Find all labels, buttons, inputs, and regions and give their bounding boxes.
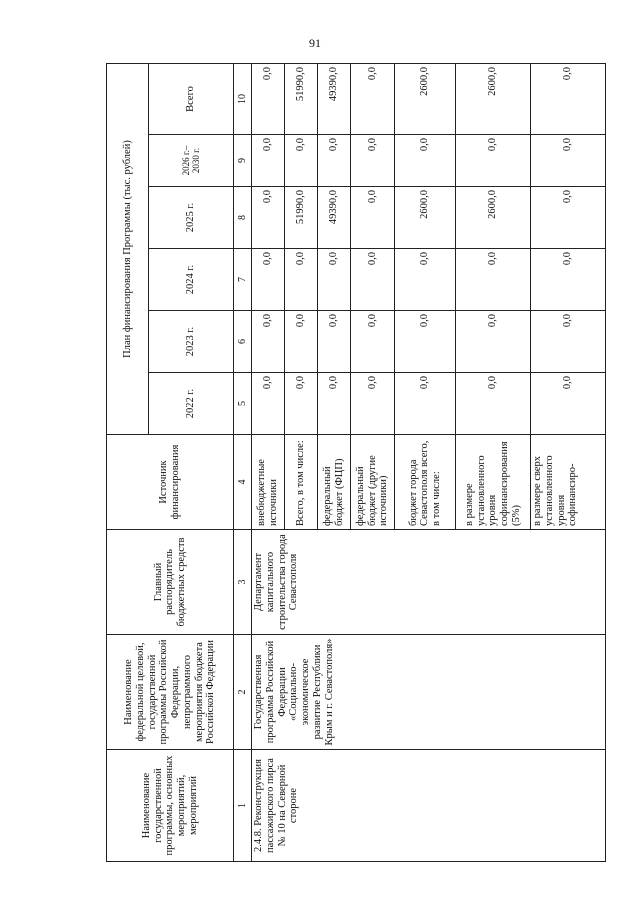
page-number: 91: [309, 36, 321, 50]
value-cell: 2600,0: [456, 187, 531, 249]
value-cell: 0,0: [350, 135, 394, 187]
header-budget-manager: Главный распорядитель бюджетных средств: [107, 530, 234, 635]
value-cell: 2600,0: [394, 63, 456, 134]
header-program-name: Наименование государственной программы, основных мероприятий, мероприятий: [107, 750, 234, 862]
col-number: 10: [234, 63, 252, 134]
col-number: 2: [234, 635, 252, 750]
measure-name: 2.4.8. Реконструкция пассажирского пирса № 10 на Северной стороне: [252, 750, 606, 862]
header-funding-source: Источник финансирования: [107, 435, 234, 530]
value-cell: 0,0: [531, 135, 606, 187]
value-cell: 51990,0: [285, 187, 318, 249]
header-year-2022: 2022 г.: [148, 373, 234, 435]
value-cell: 0,0: [531, 249, 606, 311]
value-cell: 0,0: [252, 311, 285, 373]
rotated-table-container: [106, 64, 606, 862]
value-cell: 0,0: [318, 135, 351, 187]
value-cell: 0,0: [252, 135, 285, 187]
value-cell: 0,0: [531, 187, 606, 249]
col-number: 9: [234, 135, 252, 187]
value-cell: 51990,0: [285, 63, 318, 134]
financing-table: [106, 63, 606, 862]
value-cell: 0,0: [531, 373, 606, 435]
value-cell: 0,0: [252, 187, 285, 249]
value-cell: 2600,0: [456, 63, 531, 134]
funding-source-cell: федеральный бюджет (другие источники): [350, 435, 394, 530]
value-cell: 0,0: [456, 311, 531, 373]
col-number: 7: [234, 249, 252, 311]
value-cell: 0,0: [394, 373, 456, 435]
measure-program: Государственная программа Российской Федерации «Социально-экономическое развитие Республики Крым и г. Севастополя»: [252, 635, 606, 750]
funding-source-cell: в размере сверх установленного уровня софинансиро-: [531, 435, 606, 530]
header-federal-program: Наименование федеральной целевой, государственной программы Российской Федерации, непрограммного мероприятия бюджета Российской Федерации: [107, 635, 234, 750]
col-number: 5: [234, 373, 252, 435]
value-cell: 0,0: [252, 373, 285, 435]
col-number: 6: [234, 311, 252, 373]
header-year-2025: 2025 г.: [148, 187, 234, 249]
measure-manager: Департамент капитального строительства города Севастополя: [252, 530, 606, 635]
value-cell: 0,0: [394, 249, 456, 311]
value-cell: 49390,0: [318, 187, 351, 249]
col-number: 3: [234, 530, 252, 635]
funding-source-cell: в размере установленного уровня софинансирования (5%): [456, 435, 531, 530]
value-cell: 0,0: [531, 311, 606, 373]
value-cell: 0,0: [456, 373, 531, 435]
value-cell: 0,0: [350, 373, 394, 435]
col-number: 1: [234, 750, 252, 862]
value-cell: 0,0: [285, 249, 318, 311]
value-cell: 2600,0: [394, 187, 456, 249]
header-year-2026-2030: 2026 г.– 2030 г.: [148, 135, 234, 187]
value-cell: 0,0: [350, 187, 394, 249]
funding-source-cell: федеральный бюджет (ФЦП): [318, 435, 351, 530]
col-number: 8: [234, 187, 252, 249]
header-year-2024: 2024 г.: [148, 249, 234, 311]
value-cell: 49390,0: [318, 63, 351, 134]
value-cell: 0,0: [318, 373, 351, 435]
value-cell: 0,0: [531, 63, 606, 134]
header-financing-plan: План финансирования Программы (тыс. рублей): [107, 63, 149, 434]
value-cell: 0,0: [350, 311, 394, 373]
funding-source-cell: Всего, в том числе:: [285, 435, 318, 530]
value-cell: 0,0: [252, 63, 285, 134]
value-cell: 0,0: [350, 63, 394, 134]
value-cell: 0,0: [285, 373, 318, 435]
value-cell: 0,0: [456, 135, 531, 187]
value-cell: 0,0: [318, 311, 351, 373]
value-cell: 0,0: [350, 249, 394, 311]
col-number: 4: [234, 435, 252, 530]
value-cell: 0,0: [456, 249, 531, 311]
header-year-2023: 2023 г.: [148, 311, 234, 373]
value-cell: 0,0: [285, 135, 318, 187]
value-cell: 0,0: [285, 311, 318, 373]
funding-source-cell: внебюджетные источники: [252, 435, 285, 530]
header-total: Всего: [148, 63, 234, 134]
value-cell: 0,0: [394, 135, 456, 187]
funding-source-cell: бюджет города Севастополя всего, в том числе:: [394, 435, 456, 530]
value-cell: 0,0: [394, 311, 456, 373]
value-cell: 0,0: [318, 249, 351, 311]
value-cell: 0,0: [252, 249, 285, 311]
